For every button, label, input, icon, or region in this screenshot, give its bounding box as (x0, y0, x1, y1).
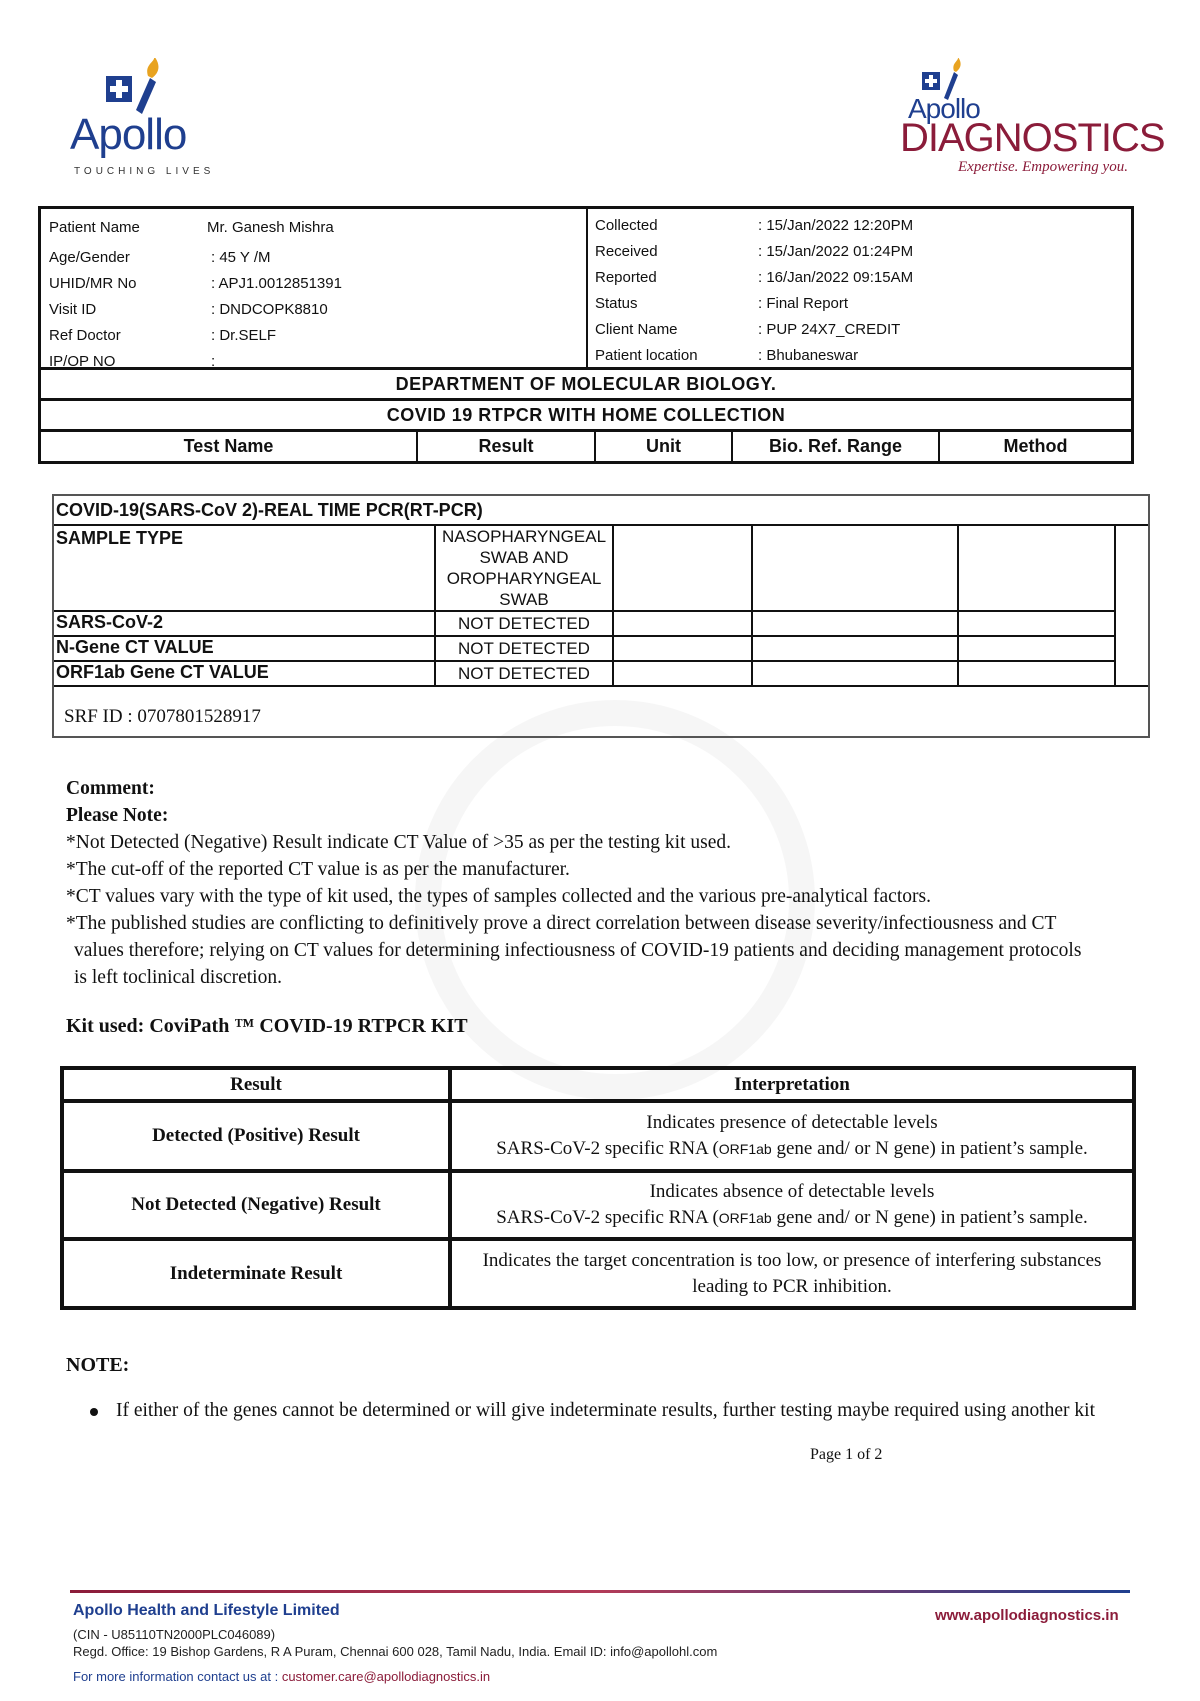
left-logo-word: Apollo (70, 110, 187, 159)
comment-line: values therefore; relying on CT values for determining infectiousness of COVID-19 patients and deciding management protocols (74, 940, 1082, 961)
col-test-name: Test Name (41, 432, 418, 461)
test-panel-title: COVID 19 RTPCR WITH HOME COLLECTION (38, 401, 1134, 432)
results-table (52, 494, 1150, 738)
it-row-detected-interp: Indicates presence of detectable levels SARS-CoV-2 specific RNA (ORF1ab gene and/ or N gene) in patient’s sample. (496, 1112, 1088, 1159)
rt-hline (54, 685, 1148, 687)
patient-info-box (38, 206, 1134, 370)
interpretation-table (60, 1066, 1136, 1310)
footer-contact: For more information contact us at : customer.care@apollodiagnostics.in (73, 1669, 491, 1684)
row-ngene-name: N-Gene CT VALUE (56, 637, 214, 657)
comment-line: is left toclinical discretion. (74, 967, 282, 988)
kit-used: Kit used: CoviPath ™ COVID-19 RTPCR KIT (66, 1015, 468, 1037)
apollo-diagnostics-logo (900, 58, 1165, 188)
comment-line: *Not Detected (Negative) Result indicate CT Value of >35 as per the testing kit used. (66, 832, 731, 853)
it-row-indeterminate-result: Indeterminate Result (169, 1262, 343, 1284)
comment-heading: Comment: (66, 778, 155, 799)
col-ref-range: Bio. Ref. Range (733, 432, 940, 461)
info-client-name: Client Name : PUP 24X7_CREDIT (595, 321, 901, 338)
info-status: Status : Final Report (595, 295, 849, 312)
rt-vline (612, 524, 614, 687)
right-logo-word2: DIAGNOSTICS (900, 116, 1165, 160)
rt-vline (1114, 524, 1116, 687)
rt-hline (54, 610, 1114, 612)
info-ip-op: IP/OP NO : (49, 353, 216, 370)
department-title: DEPARTMENT OF MOLECULAR BIOLOGY. (38, 370, 1134, 401)
results-title: COVID-19(SARS-CoV 2)-REAL TIME PCR(RT-PCR) (56, 500, 483, 520)
row-sars-cov2-result: NOT DETECTED (458, 614, 590, 633)
info-patient-location: Patient location : Bhubaneswar (595, 347, 859, 364)
footer-company: Apollo Health and Lifestyle Limited (73, 1602, 340, 1619)
bullet-icon (90, 1408, 98, 1416)
comment-line: *The published studies are conflicting to definitively prove a direct correlation between disease severity/infectiousness and CT (66, 913, 1057, 934)
it-header-result: Result (230, 1073, 282, 1095)
footer-office: Regd. Office: 19 Bishop Gardens, R A Puram, Chennai 600 028, Tamil Nadu, India. Email ID: info@apollohl.com (73, 1644, 718, 1659)
it-row-indeterminate-interp: Indicates the target concentration is too low, or presence of interfering substances leading to PCR inhibition. (482, 1249, 1102, 1297)
apollo-torch-icon (98, 58, 168, 118)
info-visit-id: Visit ID : DNDCOPK8810 (49, 301, 328, 318)
comment-line: *The cut-off of the reported CT value is as per the manufacturer. (66, 859, 570, 880)
row-orf1ab-name: ORF1ab Gene CT VALUE (56, 662, 269, 682)
row-sample-type-name: SAMPLE TYPE (56, 528, 184, 548)
it-row-negative-result: Not Detected (Negative) Result (131, 1194, 381, 1215)
page-number: Page 1 of 2 (810, 1446, 883, 1463)
rt-vline (957, 524, 959, 687)
row-ngene-result: NOT DETECTED (458, 639, 590, 658)
info-patient-name: Patient Name Mr. Ganesh Mishra (49, 219, 334, 236)
info-collected: Collected : 15/Jan/2022 12:20PM (595, 217, 914, 234)
it-header-interpretation: Interpretation (734, 1073, 850, 1095)
note-heading: NOTE: (66, 1354, 130, 1376)
it-row-detected-result: Detected (Positive) Result (152, 1125, 360, 1146)
row-sample-type-result: NASOPHARYNGEAL SWAB AND OROPHARYNGEAL SWAB (441, 527, 607, 609)
info-reported: Reported : 16/Jan/2022 09:15AM (595, 269, 914, 286)
info-age-gender: Age/Gender : 45 Y /M (49, 249, 271, 266)
right-logo-tagline: Expertise. Empowering you. (958, 159, 1128, 175)
note-bullet: If either of the genes cannot be determined or will give indeterminate results, further testing maybe required using another kit (90, 1400, 1095, 1422)
rt-vline (751, 524, 753, 687)
footer-rule (70, 1590, 1130, 1593)
col-unit: Unit (596, 432, 733, 461)
col-result: Result (418, 432, 596, 461)
footer-cin: (CIN - U85110TN2000PLC046089) (73, 1627, 276, 1642)
right-logo-word1: Apollo (908, 93, 980, 124)
comment-subheading: Please Note: (66, 805, 169, 826)
apollo-logo (70, 58, 220, 188)
info-uhid: UHID/MR No : APJ1.0012851391 (49, 275, 342, 292)
column-header-row (38, 432, 1134, 464)
comment-block (66, 775, 1136, 991)
row-orf1ab-result: NOT DETECTED (458, 664, 590, 683)
footer-contact-email[interactable]: customer.care@apollodiagnostics.in (281, 1669, 491, 1684)
footer-url[interactable]: www.apollodiagnostics.in (935, 1607, 1119, 1624)
srf-id: SRF ID : 0707801528917 (64, 706, 261, 727)
info-ref-doctor: Ref Doctor : Dr.SELF (49, 327, 277, 344)
left-logo-tagline: TOUCHING LIVES (74, 166, 215, 177)
col-method: Method (1003, 436, 1068, 456)
comment-line: *CT values vary with the type of kit used, the types of samples collected and the various pre-analytical factors. (66, 886, 931, 907)
patient-info-divider (586, 209, 588, 367)
info-received: Received : 15/Jan/2022 01:24PM (595, 243, 914, 260)
row-sars-cov2-name: SARS-CoV-2 (56, 612, 164, 632)
it-row-negative-interp: Indicates absence of detectable levels SARS-CoV-2 specific RNA (ORF1ab gene and/ or N gene) in patient’s sample. (496, 1181, 1088, 1228)
